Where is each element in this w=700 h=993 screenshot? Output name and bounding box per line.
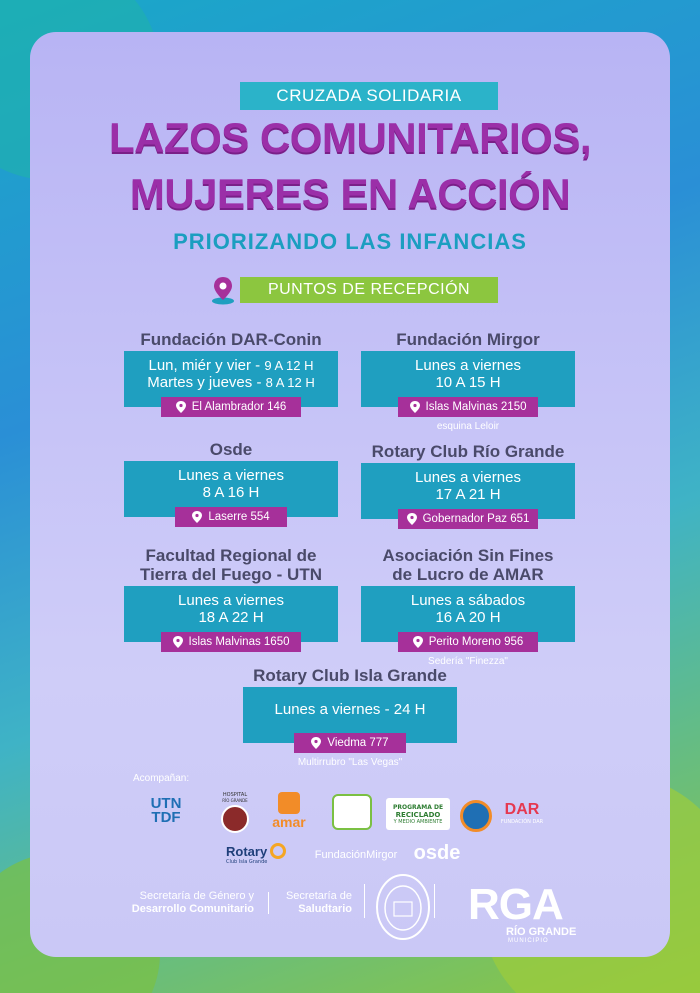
address-text: Islas Malvinas 2150 — [425, 401, 527, 413]
location-mirgor — [360, 330, 576, 438]
schedule-days: Lunes a sábados — [410, 592, 526, 609]
location-rotary-rio-grande — [360, 442, 576, 539]
schedule-hours: 10 A 15 H — [435, 374, 501, 391]
map-pin-icon — [210, 275, 236, 305]
secretaria-genero: Secretaría de Género y Desarrollo Comunitario — [131, 890, 254, 915]
address-text: El Alambrador 146 — [191, 401, 287, 413]
map-pin-icon — [176, 401, 186, 413]
map-pin-icon — [413, 636, 423, 648]
schedule-days: Lun, miér y vier - — [148, 357, 265, 374]
map-pin-icon — [173, 636, 183, 648]
hospital-logo: HOSPITAL RÍO GRANDE — [218, 788, 252, 836]
address-note: Multirrubro "Las Vegas" — [297, 757, 403, 768]
location-name: Fundación Mirgor — [396, 330, 540, 349]
address-badge — [294, 733, 406, 753]
schedule-days: Lunes a viernes — [178, 467, 284, 484]
address-badge — [398, 632, 538, 652]
circular-partner-logo — [460, 800, 492, 832]
utn-logo: UTN TDF — [150, 795, 182, 826]
map-pin-icon — [410, 401, 420, 413]
rotary-logo: Rotary Club Isla Grande — [226, 840, 298, 868]
secretaria-salud: Secretaría de Saludtario — [285, 890, 352, 915]
title-line-1: LAZOS COMUNITARIOS, — [108, 114, 592, 161]
map-pin-icon — [311, 737, 321, 749]
rga-municipio: MUNICIPIO — [508, 938, 549, 944]
address-text: Laserre 554 — [208, 511, 270, 523]
address-badge — [398, 509, 538, 529]
schedule-hours: 16 A 20 H — [435, 609, 501, 626]
footer-divider — [434, 884, 435, 918]
map-pin-icon — [407, 513, 417, 525]
poster-card — [30, 32, 670, 957]
location-rotary-isla-grande — [230, 666, 470, 774]
footer-divider — [364, 884, 365, 918]
location-osde — [120, 440, 342, 537]
address-text: Viedma 777 — [327, 737, 389, 749]
schedule-hours: 17 A 21 H — [435, 486, 501, 503]
address-text: Islas Malvinas 1650 — [188, 636, 290, 648]
schedule-hours: 8 A 16 H — [202, 484, 260, 501]
schedule-days: Lunes a viernes — [178, 592, 284, 609]
location-name: Rotary Club Isla Grande — [253, 666, 447, 685]
schedule-hours: 24 H — [393, 701, 426, 718]
recycle-partner-logo — [330, 792, 374, 832]
amar-logo: amar — [264, 788, 314, 834]
schedule-hours: 8 A 12 H — [265, 375, 315, 390]
location-name: Fundación DAR-Conin — [140, 330, 322, 349]
address-badge — [161, 397, 301, 417]
location-name: Asociación Sin Fines de Lucro de AMAR — [382, 546, 554, 584]
municipal-seal-icon — [374, 872, 432, 942]
schedule-hours: 9 A 12 H — [264, 358, 314, 373]
location-name: Rotary Club Río Grande — [371, 442, 565, 461]
rotary-wheel-icon — [270, 843, 286, 859]
schedule-days: Lunes a viernes — [415, 357, 521, 374]
reciclado-logo: PROGRAMA DE RECICLADO Y MEDIO AMBIENTE — [386, 798, 450, 830]
footer-divider — [268, 892, 269, 914]
location-amar — [360, 546, 576, 673]
address-badge — [175, 507, 287, 527]
address-text: Gobernador Paz 651 — [422, 513, 530, 525]
address-note: Sedería "Finezza" — [428, 656, 508, 667]
address-text: Perito Moreno 956 — [428, 636, 524, 648]
map-pin-icon — [192, 511, 202, 523]
title-line-2: MUJERES EN ACCIÓN — [129, 170, 571, 217]
schedule-days: Lunes a viernes — [415, 469, 521, 486]
location-name: Osde — [209, 440, 253, 459]
location-name: Facultad Regional de Tierra del Fuego - UTN — [140, 546, 322, 584]
schedule-days: Martes y jueves - — [147, 374, 266, 391]
osde-logo: osde — [413, 841, 461, 864]
points-label: PUNTOS DE RECEPCIÓN — [240, 277, 498, 303]
points-header — [210, 276, 498, 304]
address-badge — [398, 397, 538, 417]
mirgor-logo: FundaciónMirgor — [314, 849, 398, 861]
address-badge — [161, 632, 301, 652]
schedule-hours: 18 A 22 H — [198, 609, 264, 626]
campaign-tag: CRUZADA SOLIDARIA — [240, 82, 498, 110]
subtitle: PRIORIZANDO LAS INFANCIAS — [173, 229, 527, 254]
schedule-days: Lunes a viernes - — [274, 701, 394, 718]
address-note: esquina Leloir — [436, 421, 500, 432]
location-utn — [120, 546, 342, 662]
rga-logo: RGA — [468, 880, 563, 929]
location-dar-conin — [120, 330, 342, 427]
sponsors-label: Acompañan: — [133, 773, 190, 784]
rga-subtitle: RÍO GRANDE — [506, 926, 577, 938]
fundacion-dar-logo: DAR FUNDACIÓN DAR — [500, 801, 544, 825]
